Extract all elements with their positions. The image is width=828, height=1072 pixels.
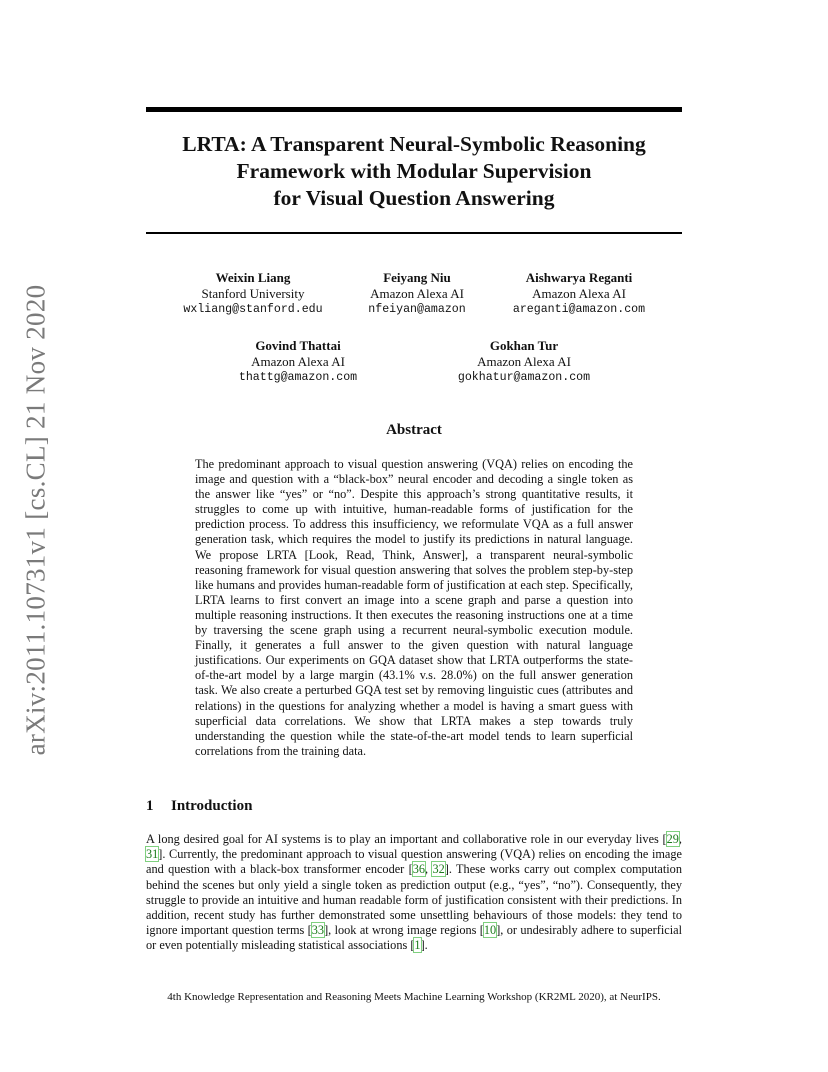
citation-link[interactable]: 29 bbox=[666, 832, 679, 846]
author-name: Feiyang Niu bbox=[383, 270, 451, 285]
paper-title bbox=[146, 131, 682, 212]
intro-text: ]. These works carry out complex computation behind the scenes but only yield a single token as prediction output (e.g., “yes”, “no”). Consequently, they struggle to provide an intuitive and human readable form of justification consistent with their predictions. In addition, recent study has further demonstrated some unsettling behaviours of those models: they tend to ignore important question terms [ bbox=[146, 862, 682, 938]
intro-text: , bbox=[678, 832, 682, 846]
abstract-body: The predominant approach to visual question answering (VQA) relies on encoding the image and question with a “black-box” neural encoder and decoding a single token as the answer like “yes” or “no”. Despite this approach’s strong quantitative results, it struggles to come up with intuitive, human-readable forms of justification for the prediction process. To address this insufficiency, we reformulate VQA as a full answer generation task, which requires the model to justify its predictions in natural language. We propose LRTA [Look, Read, Think, Answer], a transparent neural-symbolic reasoning framework for visual question answering that solves the problem step-by-step like humans and provides human-readable form of justification at each step. Specifically, LRTA learns to first convert an image into a scene graph and parse a question into multiple reasoning instructions. It then executes the reasoning instructions one at a time by traversing the scene graph using a recurrent neural-symbolic execution module. Finally, it generates a full answer to the given question with natural language justifications. Our experiments on GQA dataset show that LRTA outperforms the state-of-the-art model by a large margin (43.1% v.s. 28.0%) on the full answer generation task. We also create a perturbed GQA test set by removing linguistic cues (attributes and relations) in the questions for analyzing whether a model is having a smart guess with superficial data correlations. We show that LRTA makes a step towards truly understanding the question while the state-of-the-art model tends to learn superficial correlations from the training data. bbox=[195, 457, 633, 758]
author-name: Aishwarya Reganti bbox=[525, 270, 633, 285]
citation-link[interactable]: 10 bbox=[483, 923, 497, 938]
author-affiliation: Amazon Alexa AI bbox=[370, 286, 464, 301]
author-email: nfeiyan@amazon bbox=[368, 303, 466, 316]
title-bottom-rule bbox=[146, 232, 682, 234]
author-block-5 bbox=[447, 338, 601, 386]
author-name: Weixin Liang bbox=[215, 270, 291, 285]
author-name: Gokhan Tur bbox=[489, 338, 559, 353]
intro-text: ]. bbox=[420, 938, 428, 953]
author-block-4 bbox=[226, 338, 370, 386]
arxiv-identifier-text: arXiv:2011.10731v1 [cs.CL] 21 Nov 2020 bbox=[20, 284, 51, 756]
section-heading-introduction bbox=[146, 797, 252, 815]
introduction-paragraph bbox=[146, 832, 682, 954]
citation-link[interactable]: 1 bbox=[414, 938, 421, 953]
section-number: 1 bbox=[146, 798, 154, 814]
title-line-3: for Visual Question Answering bbox=[273, 186, 555, 210]
author-email: gokhatur@amazon.com bbox=[457, 371, 591, 384]
title-line-2: Framework with Modular Supervision bbox=[236, 159, 592, 183]
abstract-heading: Abstract bbox=[386, 422, 442, 438]
author-affiliation: Amazon Alexa AI bbox=[251, 354, 345, 369]
author-affiliation: Amazon Alexa AI bbox=[532, 286, 626, 301]
title-line-1: LRTA: A Transparent Neural-Symbolic Reasoning bbox=[182, 132, 646, 156]
author-name: Govind Thattai bbox=[255, 338, 341, 353]
author-affiliation: Stanford University bbox=[201, 286, 305, 301]
intro-text: ]. Currently, the predominant approach to visual question answering (VQA) relies on encoding the image and question with a black-box transformer encoder [ bbox=[146, 847, 682, 877]
citation-link[interactable]: 33 bbox=[311, 923, 325, 938]
intro-text: , bbox=[425, 862, 433, 877]
title-top-rule bbox=[146, 107, 682, 112]
author-affiliation: Amazon Alexa AI bbox=[477, 354, 571, 369]
author-email: thattg@amazon.com bbox=[238, 371, 358, 384]
citation-link[interactable]: 31 bbox=[146, 847, 159, 862]
page-footer: 4th Knowledge Representation and Reasoning Meets Machine Learning Workshop (KR2ML 2020), at NeurIPS. bbox=[167, 991, 661, 1003]
intro-text: ], look at wrong image regions [ bbox=[324, 923, 484, 938]
citation-link[interactable]: 36 bbox=[412, 862, 426, 877]
author-block-1 bbox=[173, 270, 333, 318]
author-block-2 bbox=[347, 270, 487, 318]
intro-text: ], or undesirably adhere to superficial or even potentially misleading statistical associations [ bbox=[146, 923, 682, 953]
author-email: areganti@amazon.com bbox=[512, 303, 646, 316]
author-email: wxliang@stanford.edu bbox=[183, 303, 323, 316]
author-block-3 bbox=[500, 270, 658, 318]
intro-text: A long desired goal for AI systems is to play an important and collaborative role in our everyday lives [ bbox=[146, 832, 667, 846]
citation-link[interactable]: 32 bbox=[432, 862, 445, 877]
section-title: Introduction bbox=[171, 798, 253, 814]
